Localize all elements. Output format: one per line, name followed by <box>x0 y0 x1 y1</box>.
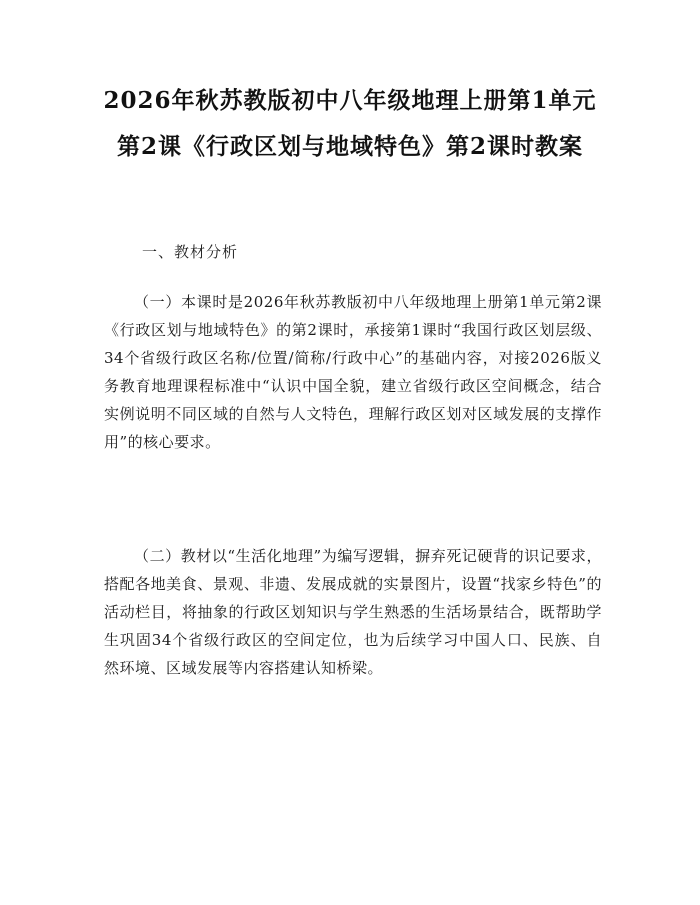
section-heading: 一、教材分析 <box>142 243 239 261</box>
document-title: 2026年秋苏教版初中八年级地理上册第1单元第2课《行政区划与地域特色》第2课时教案 <box>103 87 597 160</box>
paragraph-1: （一）本课时是2026年秋苏教版初中八年级地理上册第1单元第2课《行政区划与地域特色》的第2课时，承接第1课时“我国行政区划层级、34个省级行政区名称/位置/简称/行政中心”的基础内容，对接2026版义务教育地理课程标准中“认识中国全貌，建立省级行政区空间概念，结合实例说明不同区域的自然与人文特色，理解行政区划对区域发展的支撑作用”的核心要求。 <box>104 293 602 451</box>
paragraph-2: （二）教材以“生活化地理”为编写逻辑，摒弃死记硬背的识记要求，搭配各地美食、景观、非遗、发展成就的实景图片，设置“找家乡特色”的活动栏目，将抽象的行政区划知识与学生熟悉的生活场景结合，既帮助学生巩固34个省级行政区的空间定位，也为后续学习中国人口、民族、自然环境、区域发展等内容搭建认知桥梁。 <box>104 547 602 677</box>
